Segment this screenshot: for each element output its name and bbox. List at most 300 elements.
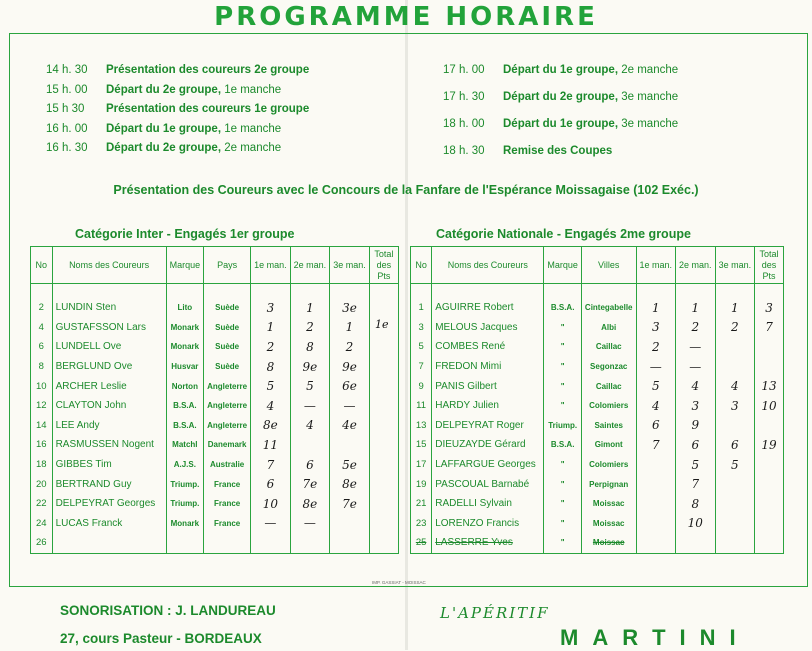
header-m1: 1e man. (636, 247, 676, 284)
result-total (369, 396, 398, 416)
table-row (31, 357, 399, 377)
schedule-time: 17 h. 30 (443, 91, 485, 103)
rider-name: CLAYTON John (52, 396, 166, 416)
schedule-time: 18 h. 00 (443, 118, 485, 130)
schedule-time: 15 h 30 (46, 103, 85, 116)
handwritten-note: 1e (375, 318, 389, 331)
schedule-time: 16 h. 30 (46, 142, 88, 155)
table-row (411, 494, 784, 514)
result-m3: 7e (330, 494, 370, 514)
spacer-cell (330, 284, 370, 299)
rider-name: PANIS Gilbert (432, 376, 544, 396)
result-m2: 1 (290, 298, 330, 318)
rider-name: DELPEYRAT Roger (432, 416, 544, 436)
rider-pays: Suède (204, 298, 251, 318)
result-total: 3 (755, 298, 784, 318)
table-row (411, 357, 784, 377)
result-m1: 1 (636, 298, 676, 318)
result-m2: 6 (676, 435, 716, 455)
schedule-manche: 1e manche (224, 122, 282, 135)
schedule-text: Départ du 2e groupe, (503, 91, 619, 103)
result-m3: 5e (330, 455, 370, 475)
schedule-manche: 2e manche (621, 64, 679, 76)
result-m2 (290, 435, 330, 455)
spacer-cell (31, 284, 53, 299)
rider-number: 3 (411, 318, 432, 338)
result-m3: 6e (330, 376, 370, 396)
rider-marque: Matchl (166, 435, 204, 455)
result-m1: 4 (636, 396, 676, 416)
rider-marque: B.S.A. (544, 298, 582, 318)
result-m3: 9e (330, 357, 370, 377)
result-m2: 10 (676, 514, 716, 534)
spacer-cell (432, 284, 544, 299)
rider-pays: Angleterre (204, 396, 251, 416)
martini-brand: MARTINI (560, 625, 750, 650)
result-total (369, 435, 398, 455)
schedule-item (443, 118, 678, 130)
rider-pays: France (204, 514, 251, 534)
result-m1: 11 (251, 435, 291, 455)
result-m3: 1 (715, 298, 755, 318)
rider-pays: Angleterre (204, 416, 251, 436)
result-m2: 7 (676, 474, 716, 494)
rider-villes: Gimont (581, 435, 636, 455)
spacer-cell (166, 284, 204, 299)
header-marque: Marque (544, 247, 582, 284)
result-total (369, 474, 398, 494)
spacer-row (31, 284, 399, 299)
result-m1: — (636, 357, 676, 377)
schedule-item (443, 64, 678, 76)
result-m2: 4 (676, 376, 716, 396)
header-no: No (31, 247, 53, 284)
result-m1: 8 (251, 357, 291, 377)
schedule-item (46, 64, 309, 76)
spacer-cell (715, 284, 755, 299)
schedule-item (46, 142, 281, 154)
rider-villes: Albi (581, 318, 636, 338)
result-m1: 8e (251, 416, 291, 436)
rider-name: COMBES René (432, 337, 544, 357)
result-m2 (676, 533, 716, 553)
rider-number: 4 (31, 318, 53, 338)
rider-villes: Cintegabelle (581, 298, 636, 318)
result-m1: 4 (251, 396, 291, 416)
table-row (411, 474, 784, 494)
rider-number: 20 (31, 474, 53, 494)
spacer-cell (52, 284, 166, 299)
schedule-time: 18 h. 30 (443, 145, 485, 157)
rider-number: 26 (31, 533, 53, 553)
rider-number: 13 (411, 416, 432, 436)
table-header-row (31, 247, 399, 284)
spacer-cell (544, 284, 582, 299)
rider-name: LAFFARGUE Georges (432, 455, 544, 475)
spacer-cell (290, 284, 330, 299)
rider-marque: B.S.A. (544, 435, 582, 455)
table-row (411, 318, 784, 338)
result-m2: 3 (676, 396, 716, 416)
rider-villes: Perpignan (581, 474, 636, 494)
result-m2: 7e (290, 474, 330, 494)
table-row (31, 455, 399, 475)
rider-marque: Lito (166, 298, 204, 318)
rider-marque: Triump. (166, 474, 204, 494)
table-header-row (411, 247, 784, 284)
schedule-text: Départ du 2e groupe, (106, 142, 222, 155)
rider-marque: Triump. (166, 494, 204, 514)
rider-number: 8 (31, 357, 53, 377)
rider-pays: France (204, 494, 251, 514)
result-total (755, 337, 784, 357)
result-m3: 6 (715, 435, 755, 455)
header-no: No (411, 247, 432, 284)
result-total (755, 455, 784, 475)
rider-name: DIEUZAYDE Gérard (432, 435, 544, 455)
rider-number: 1 (411, 298, 432, 318)
header-total: Total des Pts (369, 247, 398, 284)
rider-name (52, 533, 166, 553)
rider-name: MELOUS Jacques (432, 318, 544, 338)
rider-name: AGUIRRE Robert (432, 298, 544, 318)
table-row (31, 514, 399, 534)
result-total (369, 376, 398, 396)
rider-villes: Moissac (581, 533, 636, 553)
table-row (411, 435, 784, 455)
rider-name: GUSTAFSSON Lars (52, 318, 166, 338)
result-total (369, 416, 398, 436)
result-m1: 2 (636, 337, 676, 357)
schedule-text: Départ du 1e groupe, (106, 122, 222, 135)
rider-marque: " (544, 455, 582, 475)
result-m2: — (676, 337, 716, 357)
rider-marque: " (544, 396, 582, 416)
rider-marque: Husvar (166, 357, 204, 377)
schedule-text: Remise des Coupes (503, 145, 613, 157)
result-m3 (330, 533, 370, 553)
table-row (31, 337, 399, 357)
result-total (755, 533, 784, 553)
result-m2: 8 (290, 337, 330, 357)
result-total (369, 514, 398, 534)
result-m1 (636, 474, 676, 494)
header-pays: Pays (204, 247, 251, 284)
inter-results-table (30, 246, 399, 554)
result-m3 (715, 533, 755, 553)
rider-name: LORENZO Francis (432, 514, 544, 534)
rider-name: LEE Andy (52, 416, 166, 436)
table-row (31, 494, 399, 514)
schedule-text: Présentation des coureurs 2e groupe (106, 64, 310, 76)
rider-villes: Moissac (581, 494, 636, 514)
table-row (411, 455, 784, 475)
rider-villes: Colomiers (581, 396, 636, 416)
result-m1: 2 (251, 337, 291, 357)
result-m1: 1 (251, 318, 291, 338)
rider-pays (204, 533, 251, 553)
rider-name: HARDY Julien (432, 396, 544, 416)
rider-number: 23 (411, 514, 432, 534)
rider-number: 24 (31, 514, 53, 534)
result-m2: 5 (676, 455, 716, 475)
rider-villes: Saintes (581, 416, 636, 436)
header-total: Total des Pts (755, 247, 784, 284)
result-m2: 9 (676, 416, 716, 436)
spacer-cell (369, 284, 398, 299)
schedule-item (46, 123, 281, 135)
rider-marque: " (544, 514, 582, 534)
schedule-manche: 3e manche (621, 91, 679, 103)
schedule-text: Départ du 1e groupe, (503, 64, 619, 76)
rider-number: 12 (31, 396, 53, 416)
result-m3 (330, 514, 370, 534)
rider-marque: Norton (166, 376, 204, 396)
rider-number: 9 (411, 376, 432, 396)
rider-number: 16 (31, 435, 53, 455)
result-m2: — (290, 514, 330, 534)
rider-marque: Monark (166, 337, 204, 357)
result-m2: 9e (290, 357, 330, 377)
result-m3: 1 (330, 318, 370, 338)
rider-marque: Monark (166, 514, 204, 534)
rider-name: BERTRAND Guy (52, 474, 166, 494)
rider-name: GIBBES Tim (52, 455, 166, 475)
result-total: 7 (755, 318, 784, 338)
schedule-text: Départ du 2e groupe, (106, 83, 222, 96)
table-row (31, 474, 399, 494)
result-m3 (715, 474, 755, 494)
rider-number: 21 (411, 494, 432, 514)
schedule-manche: 3e manche (621, 118, 679, 130)
schedule-time: 14 h. 30 (46, 64, 88, 76)
rider-name: BERGLUND Ove (52, 357, 166, 377)
rider-number: 14 (31, 416, 53, 436)
rider-villes: Caillac (581, 376, 636, 396)
result-total (369, 337, 398, 357)
result-m2 (290, 533, 330, 553)
result-m3 (715, 416, 755, 436)
schedule-item (443, 91, 678, 103)
rider-villes: Colomiers (581, 455, 636, 475)
result-m2: 6 (290, 455, 330, 475)
programme-title: PROGRAMME HORAIRE (214, 2, 598, 32)
rider-number: 7 (411, 357, 432, 377)
rider-number: 6 (31, 337, 53, 357)
result-m1: 3 (251, 298, 291, 318)
rider-marque: " (544, 376, 582, 396)
table-row (31, 376, 399, 396)
result-m2: 4 (290, 416, 330, 436)
result-m1: 10 (251, 494, 291, 514)
spacer-cell (636, 284, 676, 299)
result-m2: 1 (676, 298, 716, 318)
table-row (31, 396, 399, 416)
header-m1: 1e man. (251, 247, 291, 284)
result-total: 19 (755, 435, 784, 455)
header-name: Noms des Coureurs (432, 247, 544, 284)
rider-marque: " (544, 494, 582, 514)
spacer-row (411, 284, 784, 299)
table-row (31, 298, 399, 318)
result-m2: 2 (676, 318, 716, 338)
table-row (31, 533, 399, 553)
rider-villes: Caillac (581, 337, 636, 357)
rider-pays: Australie (204, 455, 251, 475)
rider-marque: " (544, 337, 582, 357)
result-total (755, 474, 784, 494)
result-m3: 3 (715, 396, 755, 416)
rider-marque: " (544, 533, 582, 553)
result-m1: — (251, 514, 291, 534)
rider-pays: Danemark (204, 435, 251, 455)
header-m3: 3e man. (715, 247, 755, 284)
result-m3 (715, 337, 755, 357)
rider-pays: Suède (204, 337, 251, 357)
result-m3 (715, 494, 755, 514)
schedule-text: Départ du 1e groupe, (503, 118, 619, 130)
result-total (755, 357, 784, 377)
result-total (369, 533, 398, 553)
result-m3: — (330, 396, 370, 416)
table-row (411, 337, 784, 357)
rider-number: 2 (31, 298, 53, 318)
header-m2: 2e man. (676, 247, 716, 284)
sonorisation-credit: SONORISATION : J. LANDUREAU (60, 603, 276, 618)
table-row (411, 514, 784, 534)
result-m3: 8e (330, 474, 370, 494)
rider-number: 10 (31, 376, 53, 396)
rider-name: LUNDIN Sten (52, 298, 166, 318)
rider-name: ARCHER Leslie (52, 376, 166, 396)
rider-name: DELPEYRAT Georges (52, 494, 166, 514)
rider-name: PASCOUAL Barnabé (432, 474, 544, 494)
rider-pays: Suède (204, 357, 251, 377)
table-row (31, 318, 399, 338)
spacer-cell (755, 284, 784, 299)
rider-pays: France (204, 474, 251, 494)
schedule-item (46, 103, 309, 115)
nationale-results-table (410, 246, 784, 554)
aperitif-text: L'APÉRITIF (440, 604, 550, 622)
rider-marque (166, 533, 204, 553)
result-m1 (251, 533, 291, 553)
result-total (755, 494, 784, 514)
rider-number: 5 (411, 337, 432, 357)
header-m3: 3e man. (330, 247, 370, 284)
rider-number: 18 (31, 455, 53, 475)
result-m3: 4 (715, 376, 755, 396)
result-m1: 5 (251, 376, 291, 396)
result-m2: 2 (290, 318, 330, 338)
left-category-title: Catégorie Inter - Engagés 1er groupe (75, 227, 295, 241)
rider-pays: Angleterre (204, 376, 251, 396)
result-m1 (636, 494, 676, 514)
result-m1: 7 (251, 455, 291, 475)
result-m3: 5 (715, 455, 755, 475)
rider-villes: Moissac (581, 514, 636, 534)
presentation-subtitle: Présentation des Coureurs avec le Concours de la Fanfare de l'Espérance Moissagaise (102 Exéc.) (113, 183, 699, 197)
result-m2: 8e (290, 494, 330, 514)
result-total (369, 298, 398, 318)
result-m3 (715, 357, 755, 377)
rider-marque: B.S.A. (166, 396, 204, 416)
result-m2: 5 (290, 376, 330, 396)
schedule-item (46, 84, 281, 96)
result-total (755, 416, 784, 436)
result-total (369, 494, 398, 514)
result-m3: 4e (330, 416, 370, 436)
rider-name: RASMUSSEN Nogent (52, 435, 166, 455)
schedule-time: 17 h. 00 (443, 64, 485, 76)
rider-marque: A.J.S. (166, 455, 204, 475)
result-m1: 3 (636, 318, 676, 338)
rider-number: 17 (411, 455, 432, 475)
rider-name: LUNDELL Ove (52, 337, 166, 357)
schedule-time: 16 h. 00 (46, 122, 88, 135)
rider-number: 15 (411, 435, 432, 455)
schedule-time: 15 h. 00 (46, 83, 88, 96)
result-total: 13 (755, 376, 784, 396)
spacer-cell (676, 284, 716, 299)
result-total: 10 (755, 396, 784, 416)
result-m3 (715, 514, 755, 534)
result-total (369, 455, 398, 475)
result-m3: 2 (330, 337, 370, 357)
header-marque: Marque (166, 247, 204, 284)
rider-marque: Monark (166, 318, 204, 338)
rider-number: 11 (411, 396, 432, 416)
header-villes: Villes (581, 247, 636, 284)
spacer-cell (204, 284, 251, 299)
rider-pays: Suède (204, 318, 251, 338)
table-row (31, 435, 399, 455)
rider-name: RADELLI Sylvain (432, 494, 544, 514)
sonorisation-address: 27, cours Pasteur - BORDEAUX (60, 631, 262, 646)
table-row (31, 416, 399, 436)
rider-marque: B.S.A. (166, 416, 204, 436)
result-m1: 7 (636, 435, 676, 455)
table-row (411, 396, 784, 416)
rider-name: LUCAS Franck (52, 514, 166, 534)
result-m3: 3e (330, 298, 370, 318)
rider-villes: Segonzac (581, 357, 636, 377)
rider-name: LASSERRE Yves (432, 533, 544, 553)
schedule-text: Présentation des coureurs 1e groupe (106, 103, 310, 116)
result-m3 (330, 435, 370, 455)
rider-number: 25 (411, 533, 432, 553)
table-row (411, 298, 784, 318)
spacer-cell (251, 284, 291, 299)
result-total (369, 357, 398, 377)
result-m2: 8 (676, 494, 716, 514)
result-m1: 6 (251, 474, 291, 494)
table-row (411, 416, 784, 436)
table-row (411, 376, 784, 396)
result-m2: — (676, 357, 716, 377)
rider-marque: " (544, 357, 582, 377)
spacer-cell (411, 284, 432, 299)
schedule-manche: 1e manche (224, 83, 282, 96)
result-m3: 2 (715, 318, 755, 338)
result-m1: 5 (636, 376, 676, 396)
right-category-title: Catégorie Nationale - Engagés 2me groupe (436, 227, 691, 241)
rider-marque: " (544, 474, 582, 494)
result-m1 (636, 533, 676, 553)
rider-marque: Triump. (544, 416, 582, 436)
result-m1 (636, 455, 676, 475)
schedule-item (443, 145, 612, 157)
